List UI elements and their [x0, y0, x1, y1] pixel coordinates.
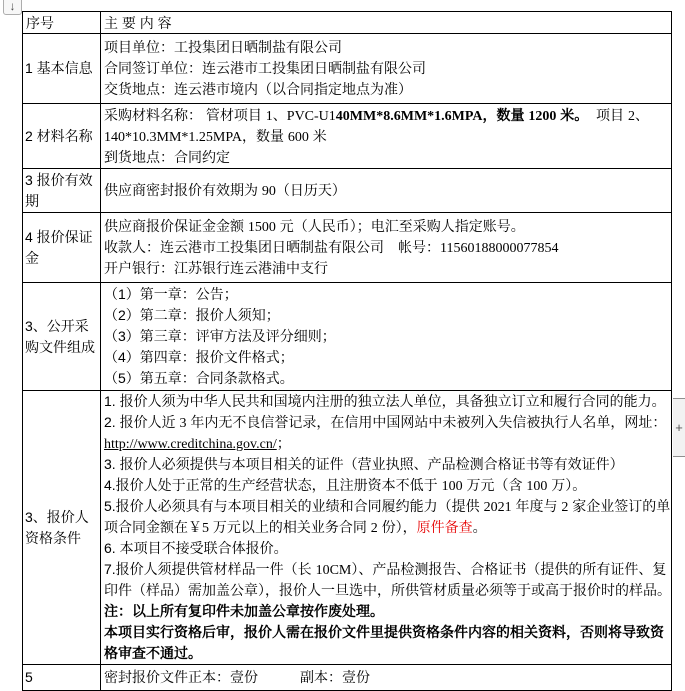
- text-segment: 项合同金额在￥: [104, 519, 202, 535]
- plus-icon: +: [675, 420, 683, 435]
- text-segment: 3. 报价人必须提供与本项目相关的证件（营业执照、产品检测合格证书等有效证件）: [104, 456, 624, 472]
- table-row: [23, 665, 672, 691]
- table-row: [23, 213, 672, 283]
- text-segment: ）、产品检测报告、合格证书（提供的所有证件、复: [351, 561, 667, 577]
- text-segment: 万）。: [547, 477, 587, 493]
- text-segment: 年内无不良信誉记录，在信用中国网站中未被列入失信被执行人名单，网址：: [186, 414, 667, 430]
- text-segment: 年度与: [511, 498, 562, 514]
- text-segment: 4.报价人处于正常的生产经营状态，且注册资本不低于: [104, 477, 442, 493]
- text-segment: 原件备查: [416, 519, 473, 535]
- text-segment: 140*10.3MM*1.25MPA: [104, 129, 242, 145]
- text-segment: 本项目实行资格后审，报价人需在报价文件里提供资格条件内容的相关资料，否则将导致资: [104, 624, 664, 640]
- text-segment: 开户银行：江苏银行连云港浦中支行: [104, 260, 328, 276]
- table-row: [23, 34, 672, 104]
- text-segment: 、: [272, 106, 287, 123]
- text-segment: 1500: [247, 220, 276, 235]
- content-line: [104, 622, 671, 643]
- content-line: [104, 475, 671, 496]
- text-segment: 1200: [528, 108, 557, 124]
- content-line: [104, 643, 671, 664]
- text-segment: 2: [370, 521, 378, 536]
- text-segment: ，数量: [241, 127, 288, 144]
- content-line: [104, 601, 671, 622]
- text-segment: 100: [526, 479, 548, 494]
- row-content-cell: [101, 665, 672, 691]
- text-segment: （3）第三章：评审方法及评分细则；: [104, 328, 336, 344]
- table-row: [23, 283, 672, 391]
- text-segment: 2. 报价人近: [104, 414, 180, 430]
- text-segment: 10CM: [315, 563, 352, 578]
- content-line: [104, 258, 671, 279]
- text-segment: 。: [472, 519, 487, 535]
- row-content-cell: [101, 34, 672, 104]
- text-segment: 40MM*8.6MM*1.6MPA: [335, 108, 483, 124]
- content-line: [104, 105, 671, 126]
- row-number-cell: 2 材料名称: [23, 104, 101, 169]
- text-segment: 600: [287, 129, 309, 145]
- text-segment: 2: [561, 500, 569, 515]
- content-line: [104, 180, 671, 201]
- content-line: [104, 496, 671, 517]
- table-row: [23, 391, 672, 665]
- text-segment: 供应商密封报价有效期为: [104, 182, 262, 198]
- table-move-handle-button[interactable]: [3, 0, 22, 15]
- content-line: [104, 79, 671, 100]
- row-number-cell: 3、公开采购文件组成: [23, 283, 101, 391]
- content-line: [104, 454, 671, 475]
- text-segment: （4）第四章：报价文件格式；: [104, 349, 294, 365]
- text-segment: 注：以上所有复印件未加盖公章按作废处理。: [104, 603, 384, 619]
- text-segment: 元（人民币）；电汇至采购人指定账号。: [275, 218, 525, 234]
- text-segment: 合同签订单位：连云港市工投集团日晒制盐有限公司: [104, 60, 426, 76]
- content-line: [104, 237, 671, 258]
- header-main-content: 主 要 内 容: [101, 12, 672, 34]
- content-line: [104, 391, 671, 412]
- row-number-cell: 3 报价有效期: [23, 169, 101, 213]
- text-segment: （5）第五章：合同条款格式。: [104, 370, 294, 386]
- text-segment: （日历天）: [275, 182, 346, 198]
- text-segment: 格审查不通过。: [104, 645, 202, 661]
- content-line: [104, 305, 671, 326]
- text-segment: 6. 本项目不接受联合体报价。: [104, 540, 288, 556]
- content-line: [104, 412, 671, 433]
- text-segment: （1）第一章：公告；: [104, 286, 238, 302]
- text-segment: 密封报价文件正本：壹份 副本：壹份: [104, 669, 370, 685]
- text-segment: 3: [179, 416, 187, 431]
- text-segment: 供应商报价保证金金额: [104, 218, 248, 234]
- text-segment: 5.报价人必须具有与本项目相关的业绩和合同履约能力（提供: [104, 498, 484, 514]
- content-line: [104, 347, 671, 368]
- text-segment: 7.报价人须提供管材样品一件（长: [104, 561, 316, 577]
- table-row: [23, 169, 672, 213]
- row-number-cell: 1 基本信息: [23, 34, 101, 104]
- text-segment: 、: [634, 106, 649, 123]
- text-segment: ，数量: [482, 106, 529, 123]
- content-line: [104, 538, 671, 559]
- insert-row-plus-button[interactable]: [673, 398, 685, 457]
- text-segment: 项目单位：工投集团日晒制盐有限公司: [104, 39, 342, 55]
- content-line: [104, 517, 671, 538]
- text-segment: 万元以上的相关业务合同: [209, 519, 371, 535]
- row-content-cell: [101, 104, 672, 169]
- row-number-cell: 5: [23, 665, 101, 691]
- row-number-cell: 3、报价人资格条件: [23, 391, 101, 665]
- procurement-summary-table: [22, 11, 672, 691]
- row-content-cell: [101, 169, 672, 213]
- text-segment: 项目: [588, 106, 628, 123]
- row-content-cell: [101, 213, 672, 283]
- content-line: [104, 216, 671, 237]
- text-segment: 1. 报价人须为中华人民共和国境内注册的独立法人单位，具备独立订立和履行合同的能力。: [104, 393, 666, 409]
- text-segment: 100: [441, 479, 463, 494]
- content-line: [104, 284, 671, 305]
- text-segment: 采购材料名称： 管材项目: [104, 106, 266, 123]
- text-segment: 万元（含: [462, 477, 527, 493]
- row-number-cell: 4 报价保证金: [23, 213, 101, 283]
- text-segment: 90: [261, 184, 276, 199]
- text-segment: 11560188000077854: [440, 241, 559, 256]
- text-segment: PVC-U1: [286, 108, 336, 124]
- content-line: [104, 126, 671, 147]
- content-line: [104, 326, 671, 347]
- text-segment: 2021: [483, 500, 512, 515]
- text-segment: 5: [202, 521, 209, 536]
- text-segment: （2）第二章：报价人须知；: [104, 307, 280, 323]
- content-line: [104, 37, 671, 58]
- content-line: [104, 147, 671, 168]
- table-row: [23, 104, 672, 169]
- row-content-cell: [101, 283, 672, 391]
- text-segment: 1: [265, 108, 273, 124]
- creditchina-link[interactable]: http://www.creditchina.gov.cn/: [104, 437, 277, 452]
- header-serial-number: 序号: [23, 12, 101, 34]
- text-segment: 交货地点：连云港市境内（以合同指定地点为准）: [104, 81, 412, 97]
- content-line: [104, 667, 671, 688]
- table-header-row: [23, 12, 672, 34]
- text-segment: 收款人：连云港市工投集团日晒制盐有限公司 帐号：: [104, 239, 440, 255]
- content-line: [104, 433, 671, 454]
- content-line: [104, 368, 671, 389]
- text-segment: 家企业签订的单: [568, 498, 671, 514]
- content-line: [104, 580, 671, 601]
- table-body: [23, 34, 672, 691]
- text-segment: 米: [308, 127, 327, 144]
- content-line: [104, 559, 671, 580]
- text-segment: 份），: [377, 519, 417, 535]
- text-segment: ；: [276, 435, 291, 451]
- text-segment: 印件（样品）需加盖公章），报价人一旦选中，所供管材质量必须等于或高于报价时的样品。: [104, 582, 671, 598]
- text-segment: 米。: [556, 106, 589, 123]
- down-arrow-icon: ↓: [9, 0, 16, 13]
- content-line: [104, 58, 671, 79]
- row-content-cell: [101, 391, 672, 665]
- text-segment: 2: [627, 108, 635, 124]
- text-segment: 到货地点：合同约定: [104, 148, 230, 165]
